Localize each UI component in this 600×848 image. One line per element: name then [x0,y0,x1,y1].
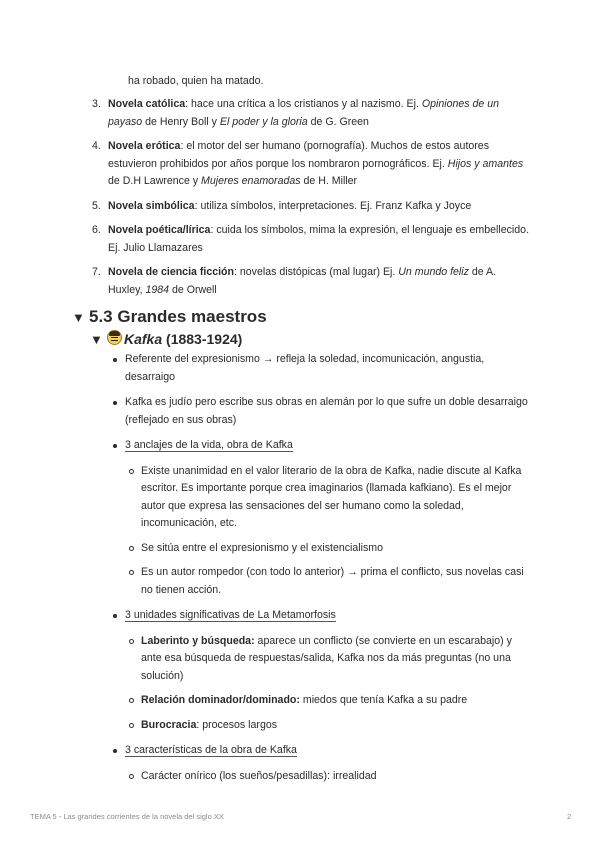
list-item: 4. Novela erótica: el motor del ser humano (pornografía). Muchos de estos autores estuvieron prohibidos por años porque los nombraron pornográficos. Ej. Hijos y amantes de D.H Lawrence y Mujeres enamoradas de H. Miller [92,140,524,187]
page-number: 2 [567,812,572,821]
list-item: Referente del expresionismo → refleja la soledad, incomunicación, angustia, desarraigo [109,351,529,386]
novel-types-list [90,96,530,306]
list-item: 3. Novela católica: hace una crítica a los cristianos y al nazismo. Ej. Opiniones de un payaso de Henry Boll y El poder y la gloria de G. Green [92,98,500,128]
toggle-list-item[interactable] [109,742,529,785]
toggle-triangle-icon[interactable]: ▼ [72,310,85,325]
anclajes-heading[interactable]: 3 anclajes de la vida, obra de Kafka [125,439,293,451]
list-item: Es un autor rompedor (con todo lo anterior) → prima el conflicto, sus novelas casi no tienen acción. [125,564,529,599]
toggle-list-item[interactable] [109,607,529,734]
caracteristicas-list [125,768,529,786]
list-item: Kafka es judío pero escribe sus obras en alemán por lo que sufre un doble desarraigo (reflejado en sus obras) [109,394,529,429]
novel-type-term: Novela de ciencia ficción [108,266,234,278]
continuation-text: ha robado, quien ha matado. [128,75,264,87]
list-item: Burocracia: procesos largos [125,717,529,735]
author-name: Kafka [124,331,163,347]
novel-type-term: Novela erótica [108,140,181,152]
unidades-heading[interactable]: 3 unidades significativas de La Metamorfosis [125,609,336,621]
novel-type-term: Novela católica [108,98,186,110]
list-item: Se sitúa entre el expresionismo y el existencialismo [125,540,529,558]
list-item: Laberinto y búsqueda: aparece un conflicto (se convierte en un escarabajo) y ante esa búsqueda de respuestas/salida, Kafka nos da más preguntas (no una solución) [125,633,529,686]
subsection-heading-toggle[interactable] [90,329,242,350]
section-heading-toggle[interactable] [72,306,267,329]
novel-type-term: Novela poética/lírica [108,224,211,236]
list-item: Carácter onírico (los sueños/pesadillas): irrealidad [125,768,529,786]
unidades-list [125,633,529,735]
caracteristicas-heading[interactable]: 3 características de la obra de Kafka [125,744,297,756]
list-item: 6. Novela poética/lírica: cuida los símbolos, mima la expresión, el lenguaje es embellecido. Ej. Julio Llamazares [92,224,530,254]
kafka-notes-list [109,351,529,793]
anclajes-list [125,463,529,600]
list-item: Relación dominador/dominado: miedos que tenía Kafka a su padre [125,692,529,710]
section-title: 5.3 Grandes maestros [89,307,267,326]
novel-type-term: Novela simbólica [108,199,195,212]
toggle-triangle-icon[interactable]: ▼ [90,332,103,347]
author-years: (1883-1924) [162,331,243,347]
list-item: 5. Novela simbólica: utiliza símbolos, interpretaciones. Ej. Franz Kafka y Joyce [92,199,472,212]
list-item: Existe unanimidad en el valor literario de la obra de Kafka, nadie discute al Kafka escritor. Es importante porque crea imaginarios (llamada kafkiano). Es el mejor autor que expresa las sensaciones del ser humano como la soledad, incomunicación, etc. [125,463,529,533]
author-face-icon [107,330,122,345]
list-item: 7. Novela de ciencia ficción: novelas distópicas (mal lugar) Ej. Un mundo feliz de A. Huxley, 1984 de Orwell [92,266,497,296]
footer-title: TEMA 5 - Las grandes corrientes de la novela del siglo XX [30,812,224,821]
toggle-list-item[interactable] [109,437,529,599]
